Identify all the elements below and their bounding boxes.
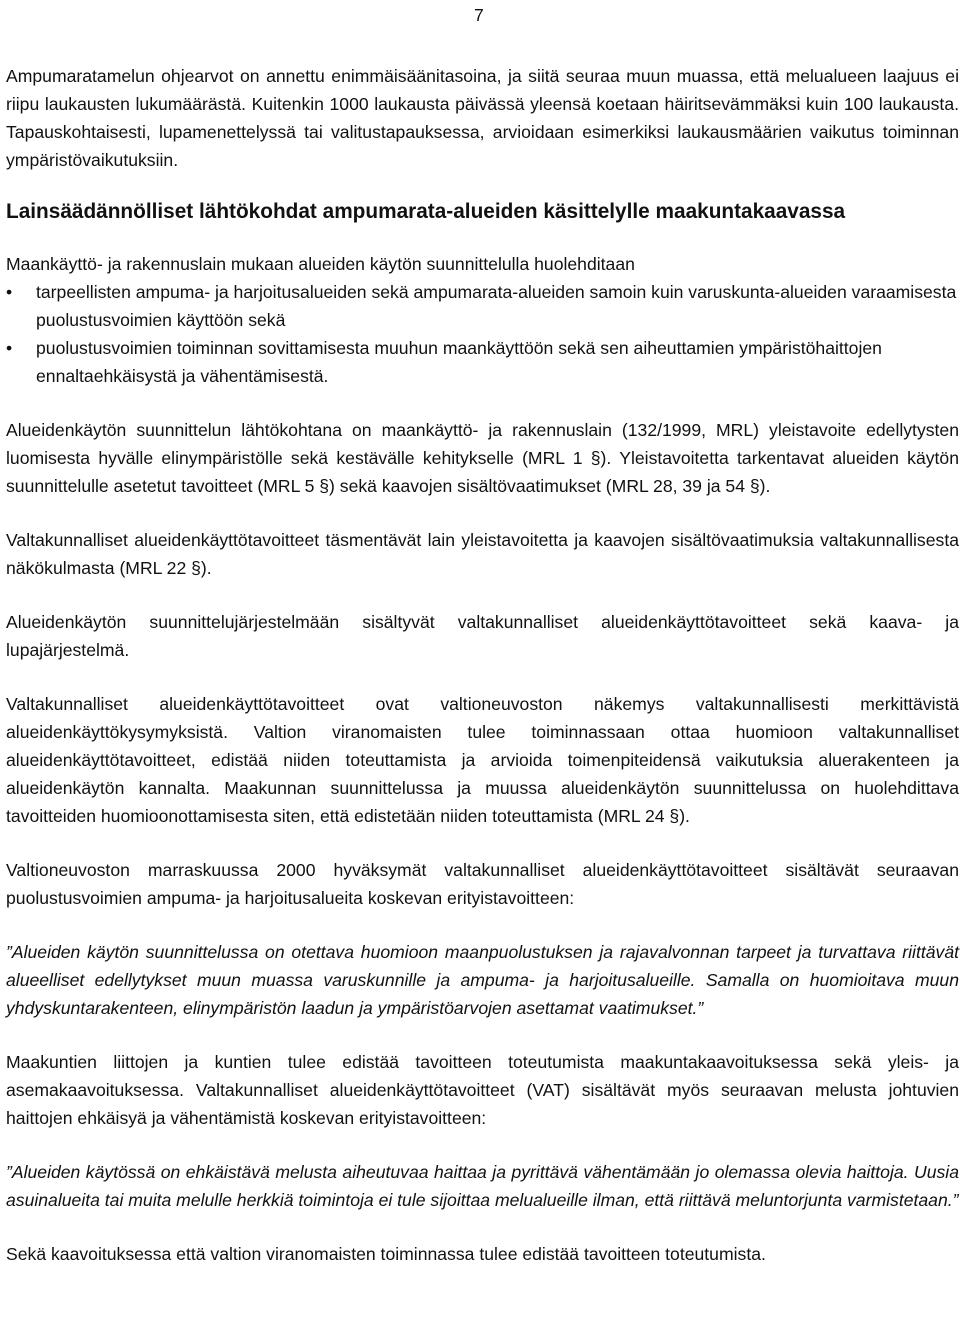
paragraph-national-goals: Valtakunnalliset alueidenkäyttötavoitteet täsmentävät lain yleistavoitetta ja kaavojen sisältövaatimuksia valtakunnallisesta näkökulmasta (MRL 22 §).	[6, 530, 959, 578]
page-number: 7	[474, 5, 484, 25]
document-body	[6, 62, 959, 1268]
bullet-icon: •	[6, 338, 13, 358]
bullet-list	[6, 278, 959, 390]
list-item-text: tarpeellisten ampuma- ja harjoitusalueiden sekä ampumarata-alueiden samoin kuin varuskunta-alueiden varaamisesta puolustusvoimien käyttöön sekä	[36, 282, 957, 330]
paragraph-planning-system: Alueidenkäytön suunnittelujärjestelmään sisältyvät valtakunnalliset alueidenkäyttötavoitteet sekä kaava- ja lupajärjestelmä.	[6, 612, 959, 660]
paragraph-regional-councils: Maakuntien liittojen ja kuntien tulee edistää tavoitteen toteutumista maakuntakaavoituksessa sekä yleis- ja asemakaavoituksessa. Valtakunnalliset alueidenkäyttötavoitteet (VAT) sisältävät myös seuraavan melusta johtuvien haittojen ehkäisyä ja vähentämistä koskevan erityistavoitteen:	[6, 1052, 959, 1128]
paragraph-council-decision: Valtioneuvoston marraskuussa 2000 hyväksymät valtakunnalliset alueidenkäyttötavoitteet sisältävät seuraavan puolustusvoimien ampuma- ja harjoitusalueita koskevan erityistavoitteen:	[6, 860, 959, 908]
quote-defence-goal: ”Alueiden käytön suunnittelussa on otettava huomioon maanpuolustuksen ja rajavalvonnan tarpeet ja turvattava riittävät alueelliset edellytykset muun muassa varuskunnille ja ampuma- ja harjoitusalueille. Samalla on huomioitava muun yhdyskuntarakenteen, elinympäristön laadun ja ympäristöarvojen asettamat vaatimukset.”	[6, 942, 959, 1018]
bullet-icon: •	[6, 282, 13, 302]
paragraph-government-view: Valtakunnalliset alueidenkäyttötavoitteet ovat valtioneuvoston näkemys valtakunnallisesti merkittävistä alueidenkäyttökysymyksistä. Valtion viranomaisten tulee toiminnassaan ottaa huomioon valtakunnalliset alueidenkäyttötavoitteet, edistää niiden toteuttamista ja arvioida toimenpiteidensä vaikutuksia aluerakenteen ja alueidenkäytön kannalta. Maakunnan suunnittelussa ja muussa alueidenkäytön suunnittelussa on huolehdittava tavoitteiden huomioonottamisesta siten, että edistetään niiden toteuttamista (MRL 24 §).	[6, 694, 959, 826]
quote-noise-goal: ”Alueiden käytössä on ehkäistävä melusta aiheutuvaa haittaa ja pyrittävä vähentämään jo olemassa olevia haittoja. Uusia asuinalueita tai muita melulle herkkiä toimintoja ei tule sijoittaa melualueille ilman, että riittävä meluntorjunta varmistetaan.”	[6, 1162, 959, 1210]
list-item	[6, 278, 959, 334]
paragraph-planning-basis: Alueidenkäytön suunnittelun lähtökohtana on maankäyttö- ja rakennuslain (132/1999, MRL) yleistavoite edellytysten luomisesta hyvälle elinympäristölle sekä kestävälle kehitykselle (MRL 1 §). Yleistavoitetta tarkentavat alueiden käytön suunnittelulle asetetut tavoitteet (MRL 5 §) sekä kaavojen sisältövaatimukset (MRL 28, 39 ja 54 §).	[6, 420, 959, 496]
paragraph-noise-limits: Ampumaratamelun ohjearvot on annettu enimmäisäänitasoina, ja siitä seuraa muun muassa, että melualueen laajuus ei riipu laukausten lukumäärästä. Kuitenkin 1000 laukausta päivässä yleensä koetaan häiritsevämmäksi kuin 100 laukausta. Tapauskohtaisesti, lupamenettelyssä tai valitustapauksessa, arvioidaan esimerkiksi laukausmäärien vaikutus toiminnan ympäristövaikutuksiin.	[6, 66, 959, 170]
paragraph-closing: Sekä kaavoituksessa että valtion viranomaisten toiminnassa tulee edistää tavoitteen toteutumista.	[6, 1244, 766, 1264]
section-heading: Lainsäädännölliset lähtökohdat ampumarata-alueiden käsittelylle maakuntakaavassa	[6, 200, 846, 223]
list-item-text: puolustusvoimien toiminnan sovittamisesta muuhun maankäyttöön sekä sen aiheuttamien ympäristöhaittojen ennaltaehkäisystä ja vähentämisestä.	[36, 338, 882, 386]
list-item	[6, 334, 959, 390]
paragraph-law-intro: Maankäyttö- ja rakennuslain mukaan alueiden käytön suunnittelulla huolehditaan	[6, 254, 635, 274]
